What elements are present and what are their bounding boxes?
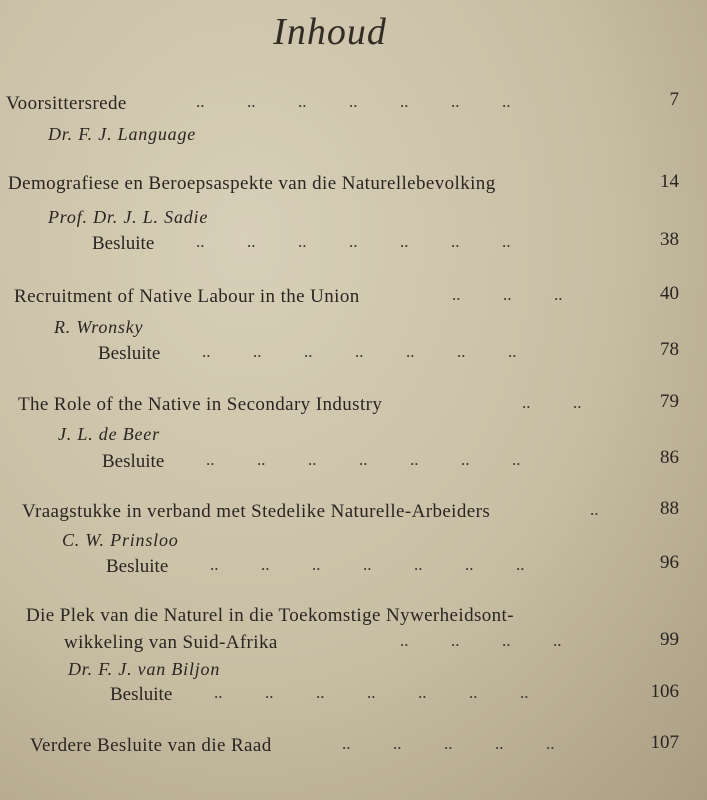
page-number: 7 <box>669 89 679 110</box>
dot-leader: .. .. .. .. .. .. .. <box>206 450 521 469</box>
page-number: 99 <box>660 629 679 650</box>
sub-page-number: 78 <box>660 339 679 360</box>
entry-author: Dr. F. J. van Biljon <box>68 659 221 679</box>
page-number: 107 <box>650 732 679 753</box>
sub-page-number: 106 <box>650 681 679 702</box>
dot-leader: .. .. .. .. .. .. .. <box>196 92 511 111</box>
entry-author: C. W. Prinsloo <box>62 530 179 550</box>
dot-leader: .. .. .. .. .. .. .. <box>214 683 529 702</box>
sub-entry-label: Besluite <box>106 556 169 577</box>
page-number: 88 <box>660 498 679 519</box>
entry-author: J. L. de Beer <box>58 424 160 444</box>
entry-title-continued: wikkeling van Suid-Afrika <box>64 632 278 653</box>
dot-leader: .. .. .. <box>452 285 563 304</box>
page-number: 14 <box>660 171 679 192</box>
page-number: 79 <box>660 391 679 412</box>
entry-title: Demografiese en Beroepsaspekte van die Naturellebevolking <box>8 173 496 194</box>
sub-page-number: 38 <box>660 229 679 250</box>
page-number: 40 <box>660 283 679 304</box>
sub-entry-label: Besluite <box>110 684 173 705</box>
entry-author: Prof. Dr. J. L. Sadie <box>48 207 209 227</box>
dot-leader: .. .. .. .. .. .. .. <box>196 232 511 251</box>
dot-leader: .. .. <box>522 393 582 412</box>
sub-entry-label: Besluite <box>102 451 165 472</box>
dot-leader: .. .. .. .. <box>400 631 562 650</box>
entry-title: Verdere Besluite van die Raad <box>30 735 272 756</box>
entry-title: Recruitment of Native Labour in the Union <box>14 286 360 307</box>
entry-title: Vraagstukke in verband met Stedelike Naturelle-Arbeiders <box>22 501 491 522</box>
entry-title: The Role of the Native in Secondary Industry <box>18 394 383 415</box>
page-title: Inhoud <box>273 11 387 53</box>
dot-leader: .. <box>590 500 599 519</box>
sub-entry-label: Besluite <box>98 343 161 364</box>
dot-leader: .. .. .. .. .. <box>342 734 555 753</box>
sub-page-number: 86 <box>660 447 679 468</box>
sub-entry-label: Besluite <box>92 233 155 254</box>
dot-leader: .. .. .. .. .. .. .. <box>210 555 525 574</box>
dot-leader: .. .. .. .. .. .. .. <box>202 342 517 361</box>
entry-title: Voorsittersrede <box>6 93 127 114</box>
entry-title: Die Plek van die Naturel in die Toekomstige Nywerheidsont- <box>26 605 514 626</box>
entry-author: R. Wronsky <box>54 317 144 337</box>
sub-page-number: 96 <box>660 552 679 573</box>
entry-author: Dr. F. J. Language <box>48 124 197 144</box>
